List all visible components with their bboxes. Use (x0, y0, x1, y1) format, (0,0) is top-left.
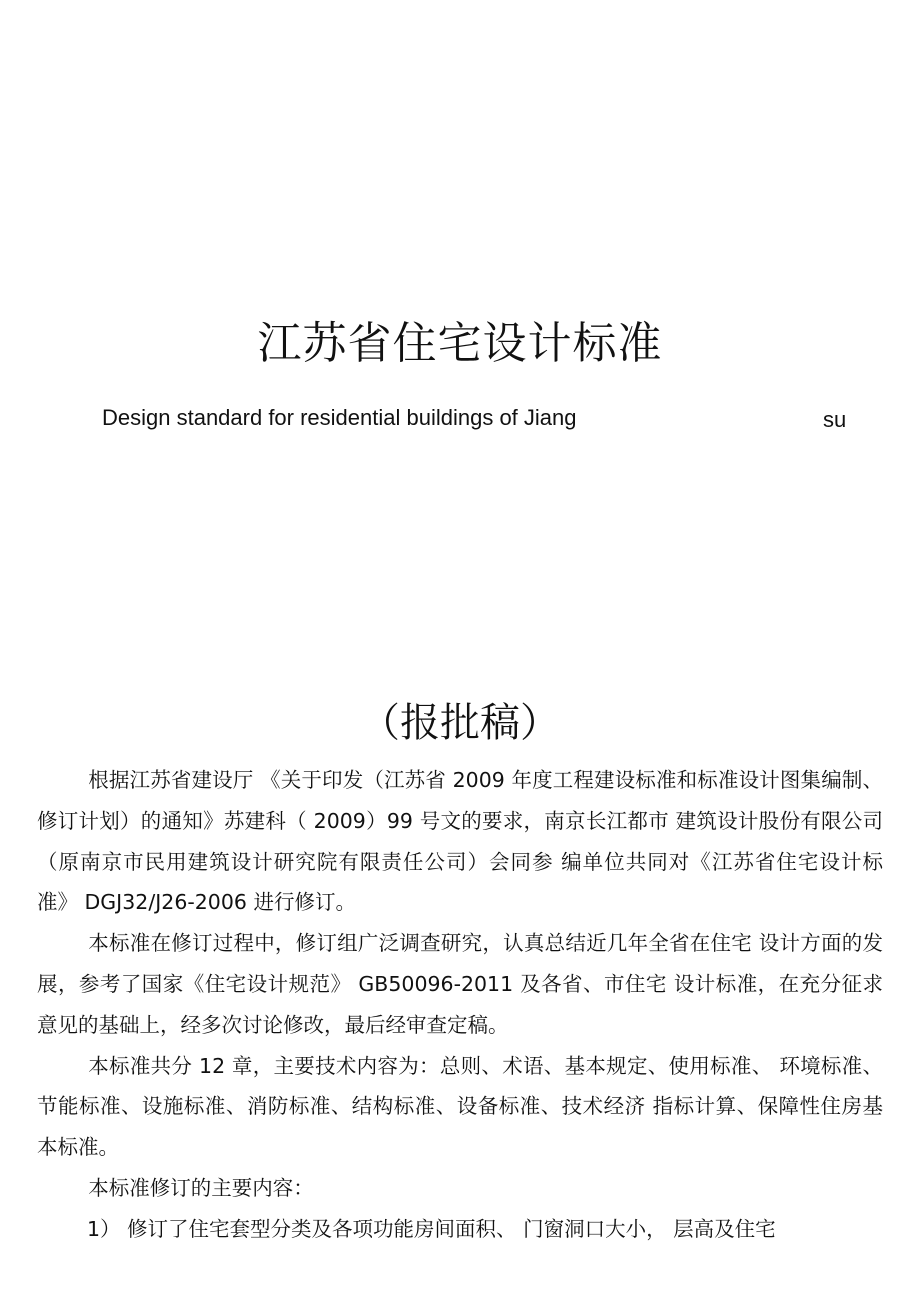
document-subtitle-english-tail: su (823, 407, 847, 432)
document-subtitle-english: Design standard for residential buildings of Jiang (102, 405, 577, 430)
document-title: 江苏省住宅设计标准 (257, 318, 663, 369)
paragraph: 本标准在修订过程中，修订组广泛调查研究，认真总结近几年全省在住宅 设计方面的发展，参考了国家《住宅设计规范》 GB50096-2011 及各省、市住宅 设计标准，在充分征求意见的基础上，经多次讨论修改，最后经审查定稿。 (37, 931, 883, 1037)
document-body (37, 760, 883, 1250)
paragraph: 本标准共分 12 章，主要技术内容为：总则、术语、基本规定、使用标准、 环境标准、节能标准、设施标准、消防标准、结构标准、设备标准、技术经济 指标计算、保障性住房基本标准。 (37, 1053, 883, 1160)
list-item: 1） 修订了住宅套型分类及各项功能房间面积、 门窗洞口大小， 层高及住宅 (87, 1216, 776, 1241)
draft-status-label: （报批稿） (360, 700, 560, 746)
paragraph: 根据江苏省建设厅 《关于印发（江苏省 2009 年度工程建设标准和标准设计图集编制、修订计划）的通知》苏建科（ 2009）99 号文的要求，南京长江都市 建筑设计股份有限公司（原南京市民用建筑设计研究院有限责任公司）会同参 编单位共同对《江苏省住宅设计标准》 DGJ32/J26-2006 进行修订。 (37, 768, 883, 915)
paragraph: 本标准修订的主要内容： (88, 1175, 314, 1200)
